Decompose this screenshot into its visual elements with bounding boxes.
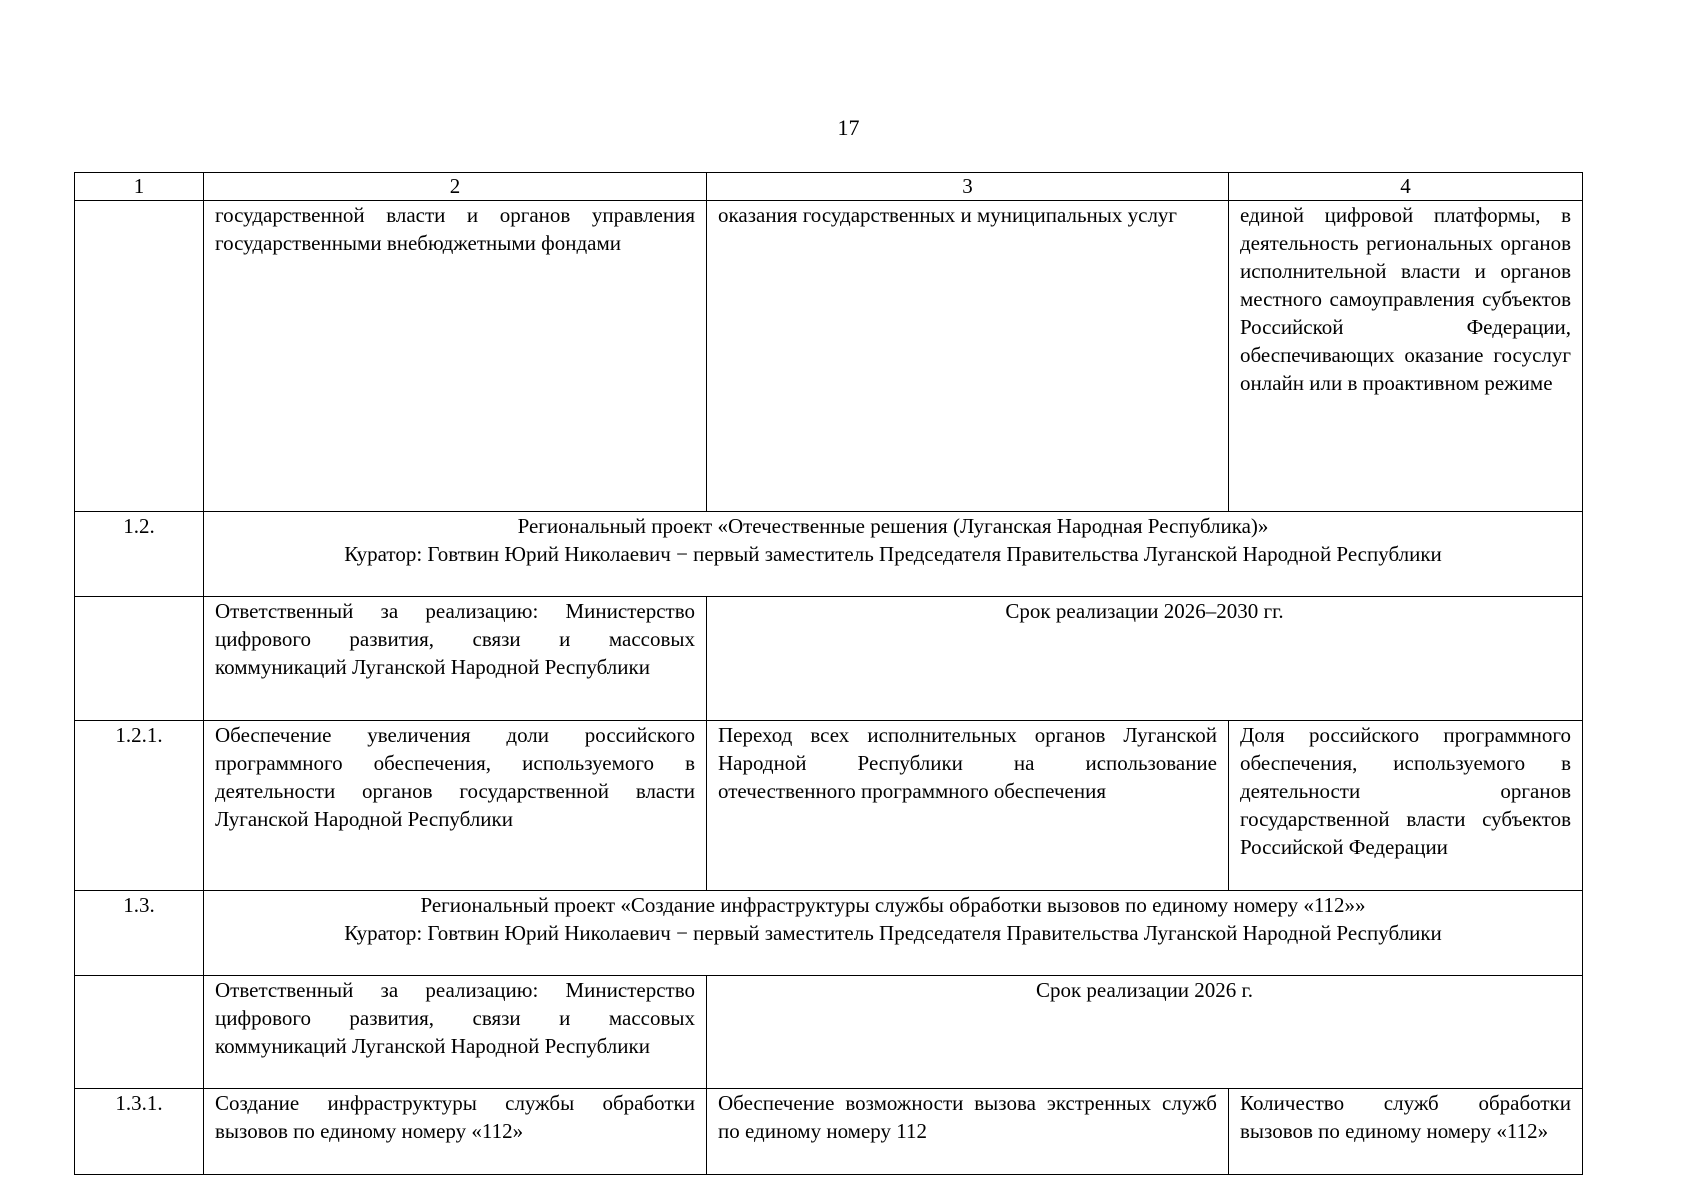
responsible-cell: Ответственный за реализацию: Министерство цифрового развития, связи и массовых коммуникаций Луганской Народной Республики: [204, 597, 707, 721]
project-curator: Куратор: Говтвин Юрий Николаевич − первый заместитель Председателя Правительства Луганской Народной Республики: [344, 921, 1442, 945]
row-number: 1.3.: [75, 891, 204, 976]
task-cell: Обеспечение увеличения доли российского программного обеспечения, используемого в деятельности органов государственной власти Луганской Народной Республики: [204, 721, 707, 891]
project-title: Региональный проект «Создание инфраструктуры службы обработки вызовов по единому номеру «112»»: [420, 893, 1366, 917]
project-title: Региональный проект «Отечественные решения (Луганская Народная Республика)»: [517, 514, 1269, 538]
project-heading-cell: [204, 891, 1583, 976]
header-cell: 2: [204, 173, 707, 201]
task-cell: Создание инфраструктуры службы обработки вызовов по единому номеру «112»: [204, 1089, 707, 1175]
table-row: [75, 1089, 1583, 1175]
indicator-cell: Доля российского программного обеспечения, используемого в деятельности органов государственной власти субъектов Российской Федерации: [1229, 721, 1583, 891]
project-heading-cell: [204, 512, 1583, 597]
result-cell: оказания государственных и муниципальных услуг: [707, 201, 1229, 512]
table-row: [75, 201, 1583, 512]
header-cell: 1: [75, 173, 204, 201]
indicator-cell: Количество служб обработки вызовов по единому номеру «112»: [1229, 1089, 1583, 1175]
row-number: 1.2.: [75, 512, 204, 597]
indicator-cell: единой цифровой платформы, в деятельность региональных органов исполнительной власти и органов местного самоуправления субъектов Российской Федерации, обеспечивающих оказание госуслуг онлайн или в проактивном режиме: [1229, 201, 1583, 512]
project-row: [75, 891, 1583, 976]
empty-cell: [75, 597, 204, 721]
empty-cell: [75, 976, 204, 1089]
task-cell: государственной власти и органов управления государственными внебюджетными фондами: [204, 201, 707, 512]
term-cell: Срок реализации 2026–2030 гг.: [707, 597, 1583, 721]
table-header-row: [75, 173, 1583, 201]
project-row: [75, 512, 1583, 597]
measures-table: [74, 172, 1583, 1175]
responsible-row: [75, 597, 1583, 721]
responsible-row: [75, 976, 1583, 1089]
responsible-cell: Ответственный за реализацию: Министерство цифрового развития, связи и массовых коммуникаций Луганской Народной Республики: [204, 976, 707, 1089]
table-row: [75, 721, 1583, 891]
row-number: 1.2.1.: [75, 721, 204, 891]
header-cell: 4: [1229, 173, 1583, 201]
row-number: [75, 201, 204, 512]
term-cell: Срок реализации 2026 г.: [707, 976, 1583, 1089]
project-curator: Куратор: Говтвин Юрий Николаевич − первый заместитель Председателя Правительства Луганской Народной Республики: [344, 542, 1442, 566]
result-cell: Обеспечение возможности вызова экстренных служб по единому номеру 112: [707, 1089, 1229, 1175]
page-number: 17: [837, 115, 860, 140]
row-number: 1.3.1.: [75, 1089, 204, 1175]
header-cell: 3: [707, 173, 1229, 201]
result-cell: Переход всех исполнительных органов Луганской Народной Республики на использование отечественного программного обеспечения: [707, 721, 1229, 891]
